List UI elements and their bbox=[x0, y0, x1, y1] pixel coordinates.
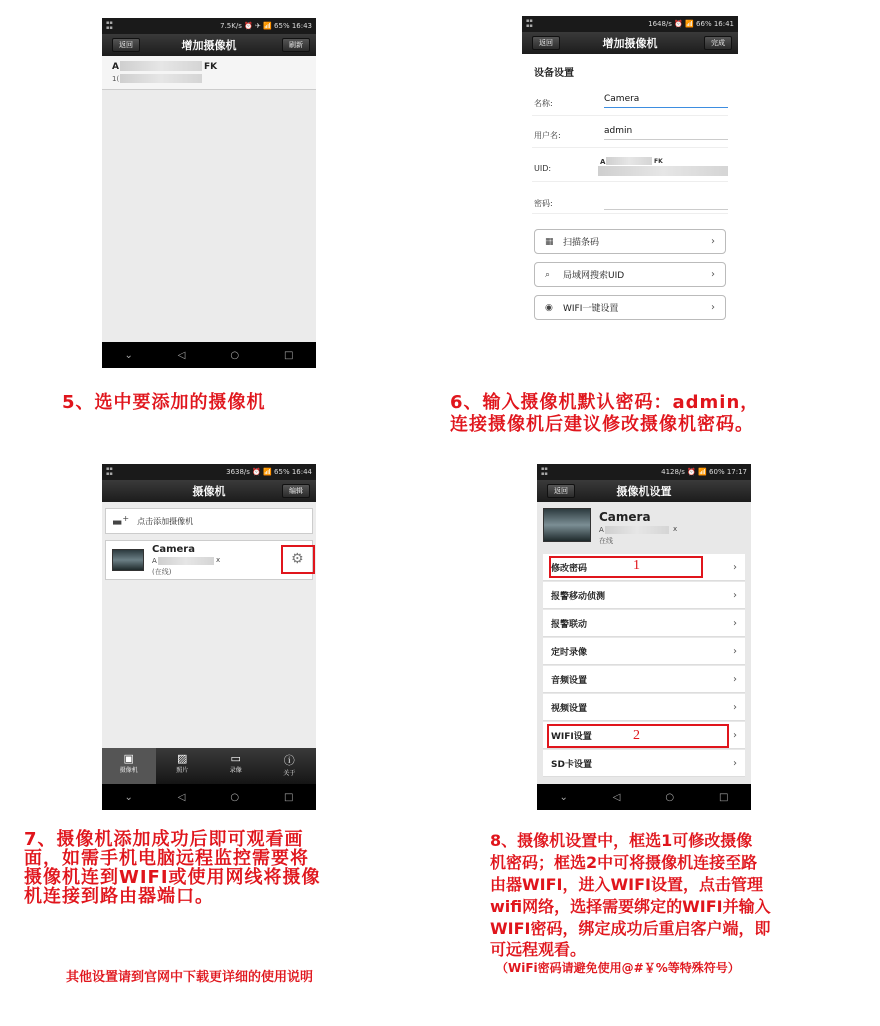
caption-step-7-line2: 面，如需手机电脑远程监控需要将 bbox=[24, 848, 309, 869]
highlight-number-2: 2 bbox=[633, 728, 640, 743]
section-title: 设备设置 bbox=[534, 68, 574, 79]
info-icon: ⓘ bbox=[283, 754, 295, 767]
chevron-right-icon: › bbox=[733, 701, 737, 713]
caption-step-6-line1: 6、输入摄像机默认密码：admin， bbox=[450, 392, 760, 413]
chevron-right-icon: › bbox=[733, 645, 737, 657]
name-label: 名称: bbox=[534, 99, 553, 108]
item-label: WIFI设置 bbox=[551, 731, 592, 742]
android-navbar bbox=[102, 784, 316, 810]
item-label: 音频设置 bbox=[551, 675, 588, 686]
chevron-right-icon: › bbox=[733, 729, 737, 741]
settings-item-audio[interactable] bbox=[543, 666, 745, 693]
blurred-camera-id bbox=[158, 557, 214, 565]
footer-note: 其他设置请到官网中下载更详细的使用说明 bbox=[66, 970, 314, 985]
tab-recordings[interactable] bbox=[209, 748, 263, 784]
chevron-down-icon[interactable]: ⌄ bbox=[124, 349, 133, 361]
scan-label: 扫描条码 bbox=[563, 238, 600, 248]
add-camera-button[interactable] bbox=[105, 508, 313, 534]
item-id-suffix: FK bbox=[204, 62, 218, 72]
chevron-right-icon: › bbox=[711, 302, 715, 313]
tab-label: 照片 bbox=[176, 767, 189, 774]
lan-search-button[interactable] bbox=[534, 262, 726, 287]
camera-name: Camera bbox=[599, 510, 651, 524]
settings-item-scheduled-recording[interactable] bbox=[543, 638, 745, 665]
home-circle-icon[interactable]: ○ bbox=[230, 349, 240, 361]
scan-barcode-button[interactable] bbox=[534, 229, 726, 254]
done-button[interactable]: 完成 bbox=[704, 36, 732, 50]
back-button[interactable]: 返回 bbox=[112, 38, 140, 52]
page-title: 摄像机 bbox=[192, 485, 226, 498]
add-camera-label: 点击添加摄像机 bbox=[137, 516, 194, 526]
camera-header bbox=[537, 502, 751, 550]
tab-camera[interactable] bbox=[102, 748, 156, 784]
caption-step-8 bbox=[490, 830, 870, 976]
username-label: 用户名: bbox=[534, 131, 561, 140]
gear-icon[interactable]: ⚙ bbox=[291, 551, 304, 567]
chevron-right-icon: › bbox=[733, 561, 737, 573]
phone-screenshot-1 bbox=[102, 18, 316, 368]
search-icon: ⌕ bbox=[545, 269, 551, 280]
status-bar: ▪▪ ▪▪ 4128/s ⏰ 📶 60% 17:17 bbox=[537, 464, 751, 480]
device-settings-form bbox=[522, 54, 738, 364]
lan-label: 局域网搜索UID bbox=[563, 271, 625, 281]
status-bar: ▪▪ ▪▪ 7.5K/s ⏰ ✈ 📶 65% 16:43 bbox=[102, 18, 316, 34]
chevron-down-icon[interactable]: ⌄ bbox=[124, 791, 133, 803]
blurred-uid bbox=[606, 157, 652, 165]
wifi-label: WIFI一键设置 bbox=[563, 304, 619, 314]
back-button[interactable]: 返回 bbox=[532, 36, 560, 50]
status-text: 1648/s ⏰ 📶 66% 16:41 bbox=[648, 20, 734, 28]
uid-prefix: A bbox=[600, 158, 606, 166]
status-bar: ▪▪ ▪▪ 3638/s ⏰ 📶 65% 16:44 bbox=[102, 464, 316, 480]
chevron-right-icon: › bbox=[711, 236, 715, 247]
camera-id-suffix: x bbox=[673, 525, 678, 533]
caption-step-6-line2: 连接摄像机后建议修改摄像机密码。 bbox=[450, 414, 754, 435]
title-bar bbox=[522, 32, 738, 54]
chevron-right-icon: › bbox=[711, 269, 715, 280]
highlight-box-settings bbox=[281, 545, 315, 574]
camera-status: 在线 bbox=[599, 537, 613, 545]
item-label: SD卡设置 bbox=[551, 759, 592, 770]
password-row bbox=[532, 184, 728, 214]
page-title: 摄像机设置 bbox=[616, 485, 672, 498]
uid-suffix: FK bbox=[654, 158, 663, 165]
title-bar bbox=[102, 480, 316, 502]
uid-row bbox=[532, 152, 728, 182]
blurred-camera-id bbox=[605, 526, 669, 534]
status-text: 3638/s ⏰ 📶 65% 16:44 bbox=[226, 468, 312, 476]
password-field[interactable] bbox=[604, 196, 728, 210]
back-button[interactable]: 返回 bbox=[547, 484, 575, 498]
camera-name: Camera bbox=[152, 544, 195, 555]
title-bar bbox=[537, 480, 751, 502]
tab-label: 摄像机 bbox=[119, 767, 138, 774]
caption-step-8-line6: 可远程观看。 bbox=[490, 940, 587, 959]
item-label: 修改密码 bbox=[551, 563, 588, 574]
home-circle-icon[interactable]: ○ bbox=[665, 791, 675, 803]
video-icon: ▭ bbox=[230, 752, 241, 765]
caption-step-8-line2: 机密码；框选2中可将摄像机连接至路 bbox=[490, 853, 758, 872]
chevron-down-icon[interactable]: ⌄ bbox=[559, 791, 568, 803]
home-circle-icon[interactable]: ○ bbox=[230, 791, 240, 803]
caption-step-8-note: （WiFi密码请避免使用@#￥%等特殊符号） bbox=[496, 961, 740, 975]
recents-square-icon[interactable]: □ bbox=[284, 791, 294, 803]
highlight-number-1: 1 bbox=[633, 558, 640, 573]
camera-id-prefix: A bbox=[599, 526, 604, 534]
chevron-right-icon: › bbox=[733, 757, 737, 769]
phone-screenshot-2 bbox=[522, 16, 738, 364]
phone-screenshot-3 bbox=[102, 464, 316, 810]
chevron-right-icon: › bbox=[733, 673, 737, 685]
tab-label: 录像 bbox=[229, 767, 242, 774]
camera-thumbnail bbox=[543, 508, 591, 542]
bottom-tab-bar bbox=[102, 748, 316, 784]
chevron-right-icon: › bbox=[733, 589, 737, 601]
settings-item-video[interactable] bbox=[543, 694, 745, 721]
add-camera-icon: ▬+ bbox=[112, 513, 130, 529]
camera-icon: ▣ bbox=[123, 752, 134, 765]
item-label: 报警联动 bbox=[551, 619, 588, 630]
recents-square-icon[interactable]: □ bbox=[284, 349, 294, 361]
list-item[interactable] bbox=[102, 56, 316, 90]
highlight-box-1 bbox=[549, 556, 703, 578]
camera-status: (在线) bbox=[152, 568, 172, 576]
caption-step-5: 5、选中要添加的摄像机 bbox=[62, 392, 266, 413]
chevron-right-icon: › bbox=[733, 617, 737, 629]
back-triangle-icon[interactable]: ◁ bbox=[612, 791, 621, 803]
page-title: 增加摄像机 bbox=[602, 37, 658, 50]
settings-item-alarm-linkage[interactable] bbox=[543, 610, 745, 637]
wifi-setup-button[interactable] bbox=[534, 295, 726, 320]
camera-settings bbox=[537, 502, 751, 784]
refresh-button[interactable]: 刷新 bbox=[282, 38, 310, 52]
photo-icon: ▨ bbox=[177, 752, 188, 765]
phone-screenshot-4 bbox=[537, 464, 751, 810]
item-id-prefix: A bbox=[112, 62, 119, 72]
item-label: 报警移动侦测 bbox=[551, 591, 606, 602]
settings-item-motion-detection[interactable] bbox=[543, 582, 745, 609]
tab-label: 关于 bbox=[283, 770, 296, 777]
android-navbar bbox=[102, 342, 316, 368]
name-field[interactable]: Camera bbox=[604, 94, 728, 108]
caption-step-7-line1: 7、摄像机添加成功后即可观看画 bbox=[24, 829, 304, 850]
status-text: 7.5K/s ⏰ ✈ 📶 65% 16:43 bbox=[220, 22, 312, 30]
settings-item-sd-card[interactable] bbox=[543, 750, 745, 777]
username-field[interactable]: admin bbox=[604, 126, 728, 140]
camera-thumbnail bbox=[112, 549, 144, 571]
settings-list bbox=[537, 554, 751, 784]
back-triangle-icon[interactable]: ◁ bbox=[177, 791, 186, 803]
item-label: 视频设置 bbox=[551, 703, 588, 714]
title-bar bbox=[102, 34, 316, 56]
blurred-subtitle bbox=[120, 74, 202, 83]
blurred-uid-extra bbox=[598, 166, 728, 176]
username-row bbox=[532, 118, 728, 148]
caption-step-7-line4: 机连接到路由器端口。 bbox=[24, 886, 214, 907]
name-row bbox=[532, 86, 728, 116]
page-title: 增加摄像机 bbox=[181, 39, 237, 52]
qrcode-icon: ▦ bbox=[545, 236, 554, 247]
caption-step-8-line1: 8、摄像机设置中，框选1可修改摄像 bbox=[490, 831, 753, 850]
edit-button[interactable]: 编辑 bbox=[282, 484, 310, 498]
status-bar: ▪▪ ▪▪ 1648/s ⏰ 📶 66% 16:41 bbox=[522, 16, 738, 32]
tab-about[interactable] bbox=[263, 748, 317, 784]
camera-list bbox=[102, 56, 316, 342]
caption-step-8-line3: 由器WIFI，进入WIFI设置，点击管理 bbox=[490, 875, 763, 894]
uid-label: UID: bbox=[534, 164, 552, 173]
tab-photos[interactable] bbox=[156, 748, 210, 784]
android-navbar bbox=[537, 784, 751, 810]
wifi-icon: ◉ bbox=[545, 302, 553, 313]
caption-step-8-line4: wifi网络，选择需要绑定的WIFI并输入 bbox=[490, 897, 771, 916]
blurred-id bbox=[120, 61, 202, 71]
status-text: 4128/s ⏰ 📶 60% 17:17 bbox=[661, 468, 747, 476]
camera-id-suffix: x bbox=[216, 556, 221, 564]
item-label: 定时录像 bbox=[551, 647, 588, 658]
item-subtitle: 1( bbox=[112, 75, 120, 83]
camera-home bbox=[102, 502, 316, 748]
camera-id-prefix: A bbox=[152, 557, 157, 565]
back-triangle-icon[interactable]: ◁ bbox=[177, 349, 186, 361]
caption-step-7 bbox=[24, 830, 414, 906]
password-label: 密码: bbox=[534, 199, 553, 208]
recents-square-icon[interactable]: □ bbox=[719, 791, 729, 803]
caption-step-8-line5: WIFI密码，绑定成功后重启客户端，即 bbox=[490, 919, 771, 938]
caption-step-7-line3: 摄像机连到WIFI或使用网线将摄像 bbox=[24, 867, 321, 888]
